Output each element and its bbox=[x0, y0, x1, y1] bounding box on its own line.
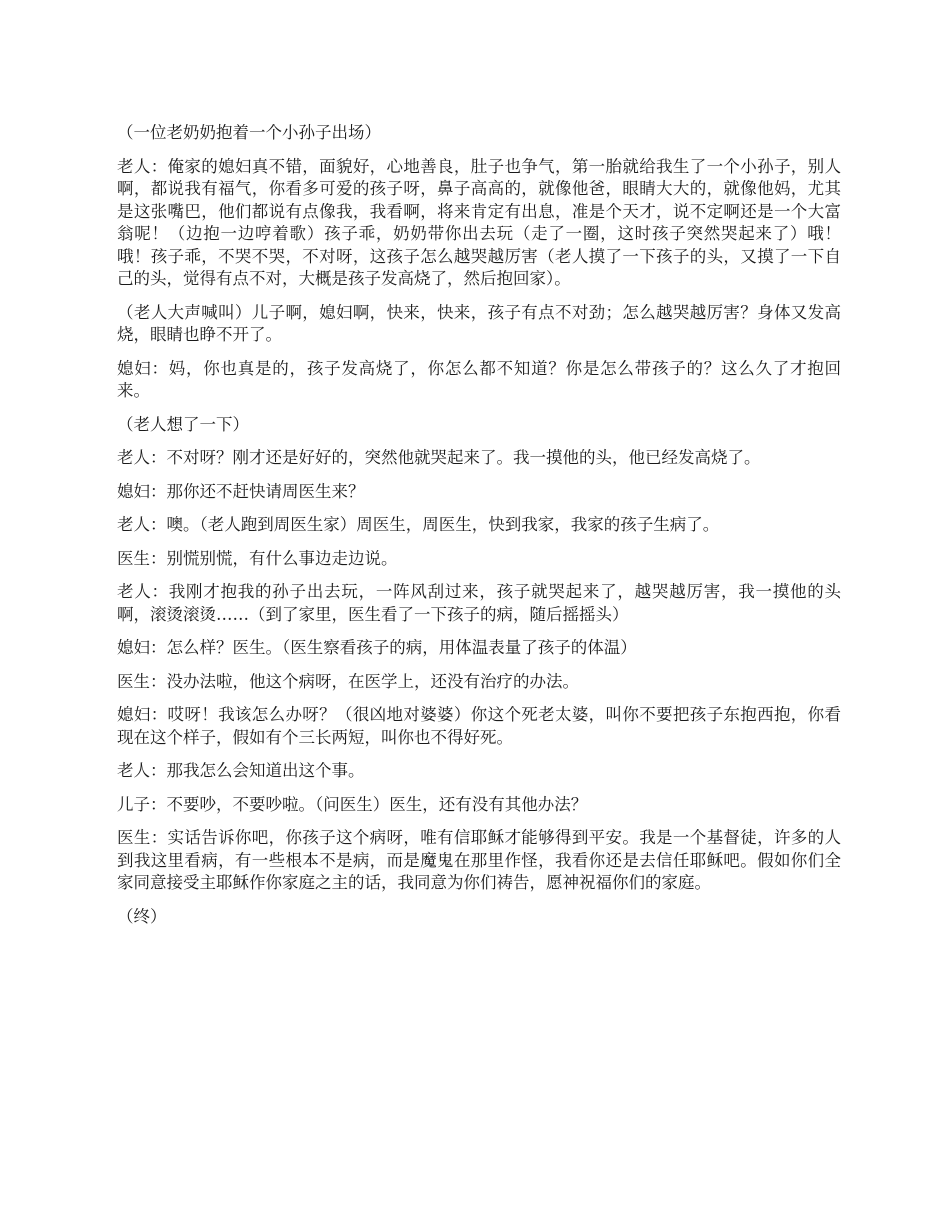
dialogue-paragraph: 媳妇：妈，你也真是的，孩子发高烧了，你怎么都不知道？你是怎么带孩子的？这么久了才抱回来。 bbox=[117, 358, 841, 400]
document-body bbox=[117, 122, 841, 939]
dialogue-paragraph: 媳妇：那你还不赶快请周医生来？ bbox=[117, 481, 365, 501]
dialogue-paragraph: 医生：别慌别慌，有什么事边走边说。 bbox=[117, 548, 398, 568]
dialogue-paragraph: 媳妇：哎呀！我该怎么办呀？（很凶地对婆婆）你这个死老太婆，叫你不要把孩子东抱西抱，你看现在这个样子，假如有个三长两短，叫你也不得好死。 bbox=[117, 705, 841, 747]
dialogue-paragraph: 老人：不对呀？刚才还是好好的，突然他就哭起来了。我一摸他的头，他已经发高烧了。 bbox=[117, 448, 761, 467]
dialogue-paragraph: 老人：俺家的媳妇真不错，面貌好，心地善良，肚子也争气，第一胎就给我生了一个小孙子，别人啊，都说我有福气，你看多可爱的孩子呀，鼻子高高的，就像他爸，眼睛大大的，就像他妈，尤其是这张嘴巴，他们都说有点像我，我看啊，将来肯定有出息，准是个天才，说不定啊还是一个大富翁呢！（边抱一边哼着歌）孩子乖，奶奶带你出去玩（走了一圈，这时孩子突然哭起来了）哦！哦！孩子乖，不哭不哭，不对呀，这孩子怎么越哭越厉害（老人摸了一下孩子的头，又摸了一下自己的头，觉得有点不对，大概是孩子发高烧了，然后抱回家）。 bbox=[117, 156, 841, 288]
dialogue-paragraph: 儿子：不要吵，不要吵啦。（问医生）医生，还有没有其他办法？ bbox=[117, 794, 588, 814]
stage-direction-opening: （一位老奶奶抱着一个小孙子出场） bbox=[117, 123, 381, 142]
dialogue-paragraph: （老人大声喊叫）儿子啊，媳妇啊，快来，快来，孩子有点不对劲；怎么越哭越厉害？身体又发高烧，眼睛也睁不开了。 bbox=[117, 302, 841, 344]
dialogue-paragraph: 老人：噢。（老人跑到周医生家）周医生，周医生，快到我家，我家的孩子生病了。 bbox=[117, 515, 720, 534]
dialogue-paragraph: 老人：那我怎么会知道出这个事。 bbox=[117, 761, 365, 780]
stage-direction: （老人想了一下） bbox=[117, 414, 249, 434]
dialogue-paragraph: 媳妇：怎么样？医生。（医生察看孩子的病，用体温表量了孩子的体温） bbox=[117, 638, 637, 657]
dialogue-paragraph: 老人：我刚才抱我的孙子出去玩，一阵风刮过来，孩子就哭起来了，越哭越厉害，我一摸他的头啊，滚烫滚烫……（到了家里，医生看了一下孩子的病，随后摇摇头） bbox=[117, 582, 841, 624]
dialogue-paragraph: 医生：没办法啦，他这个病呀，在医学上，还没有治疗的办法。 bbox=[117, 671, 579, 691]
ending-marker: （终） bbox=[117, 906, 167, 926]
dialogue-paragraph: 医生：实话告诉你吧，你孩子这个病呀，唯有信耶稣才能够得到平安。我是一个基督徒，许多的人到我这里看病，有一些根本不是病，而是魔鬼在那里作怪，我看你还是去信任耶稣吧。假如你们全家同意接受主耶稣作你家庭之主的话，我同意为你们祷告，愿神祝福你们的家庭。 bbox=[117, 828, 841, 892]
